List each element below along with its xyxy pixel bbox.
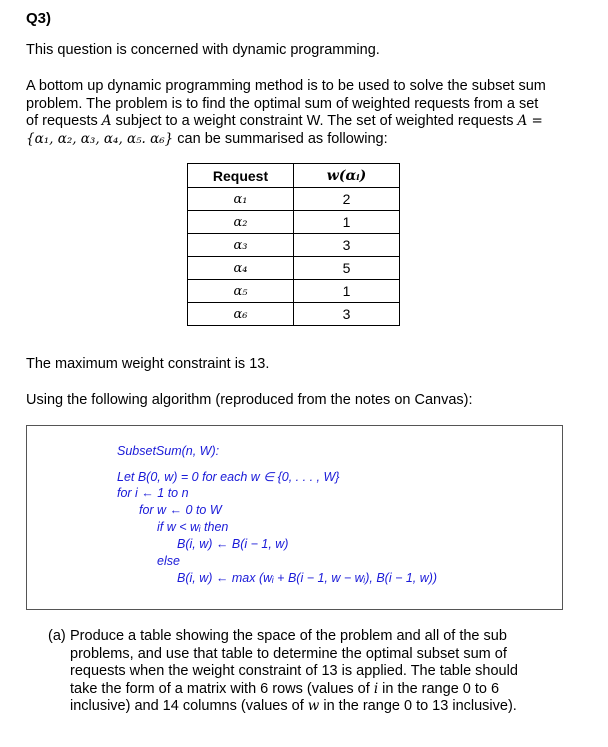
question-a-label: (a) [48,628,66,644]
question-a [48,628,553,716]
table-row [188,303,400,326]
header-weight: w(αᵢ) [294,164,400,188]
table-row [188,234,400,257]
algorithm-intro-text: Using the following algorithm (reproduced from the notes on Canvas): [26,392,473,408]
request-cell: α₅ [188,280,294,303]
question-a-line-4: take the form of a matrix with 6 rows (values of i in the range 0 to 6 [70,680,500,697]
algo-line-for-i: for i ← 1 to n [117,486,189,500]
algo-line-else-assign: B(i, w) ← max (wᵢ + B(i − 1, w − wᵢ), B(i − 1, w)) [177,571,438,585]
table-row [188,211,400,234]
problem-line-1: A bottom up dynamic programming method is to be used to solve the subset sum [26,78,546,94]
problem-paragraph [26,78,571,148]
algo-line-else: else [157,554,180,568]
request-cell: α₁ [188,188,294,211]
weight-cell: 5 [294,257,400,280]
question-a-line-3: requests when the weight constraint of 13 is applied. The table should [70,663,518,679]
algo-line-signature: SubsetSum(n, W): [117,444,220,458]
problem-line-2: problem. The problem is to find the optimal sum of weighted requests from a set [26,95,539,112]
algo-line-for-w: for w ← 0 to W [139,503,222,517]
request-cell: α₂ [188,211,294,234]
request-cell: α₃ [188,234,294,257]
algorithm-box [26,425,563,610]
question-a-line-1: Produce a table showing the space of the problem and all of the sub [70,628,507,644]
question-heading: Q3) [26,10,52,27]
header-request: Request [188,164,294,188]
table-row [188,257,400,280]
question-a-line-2: problems, and use that table to determine the optimal subset sum of [70,645,507,662]
question-a-line-5: inclusive) and 14 columns (values of w in the range 0 to 13 inclusive). [70,698,517,714]
table-row [188,188,400,211]
weight-cell: 3 [294,303,400,326]
algo-line-init: Let B(0, w) = 0 for each w ∈ {0, . . . , W} [117,470,340,484]
table-header-row [188,164,400,188]
weight-cell: 3 [294,234,400,257]
weight-cell: 1 [294,211,400,234]
request-weight-table [187,163,400,326]
intro-text: This question is concerned with dynamic programming. [26,42,380,58]
weight-cell: 1 [294,280,400,303]
algo-line-then-assign: B(i, w) ← B(i − 1, w) [177,537,289,551]
weight-cell: 2 [294,188,400,211]
request-cell: α₆ [188,303,294,326]
problem-line-4: {α₁, α₂, α₃, α₄, α₅. α₆} can be summarised as following: [26,130,388,147]
problem-line-3: of requests A subject to a weight constraint W. The set of weighted requests A = [26,113,543,129]
table-row [188,280,400,303]
algo-line-if: if w < wᵢ then [157,520,229,534]
constraint-text: The maximum weight constraint is 13. [26,356,270,372]
request-cell: α₄ [188,257,294,280]
question-a-text [70,628,553,716]
